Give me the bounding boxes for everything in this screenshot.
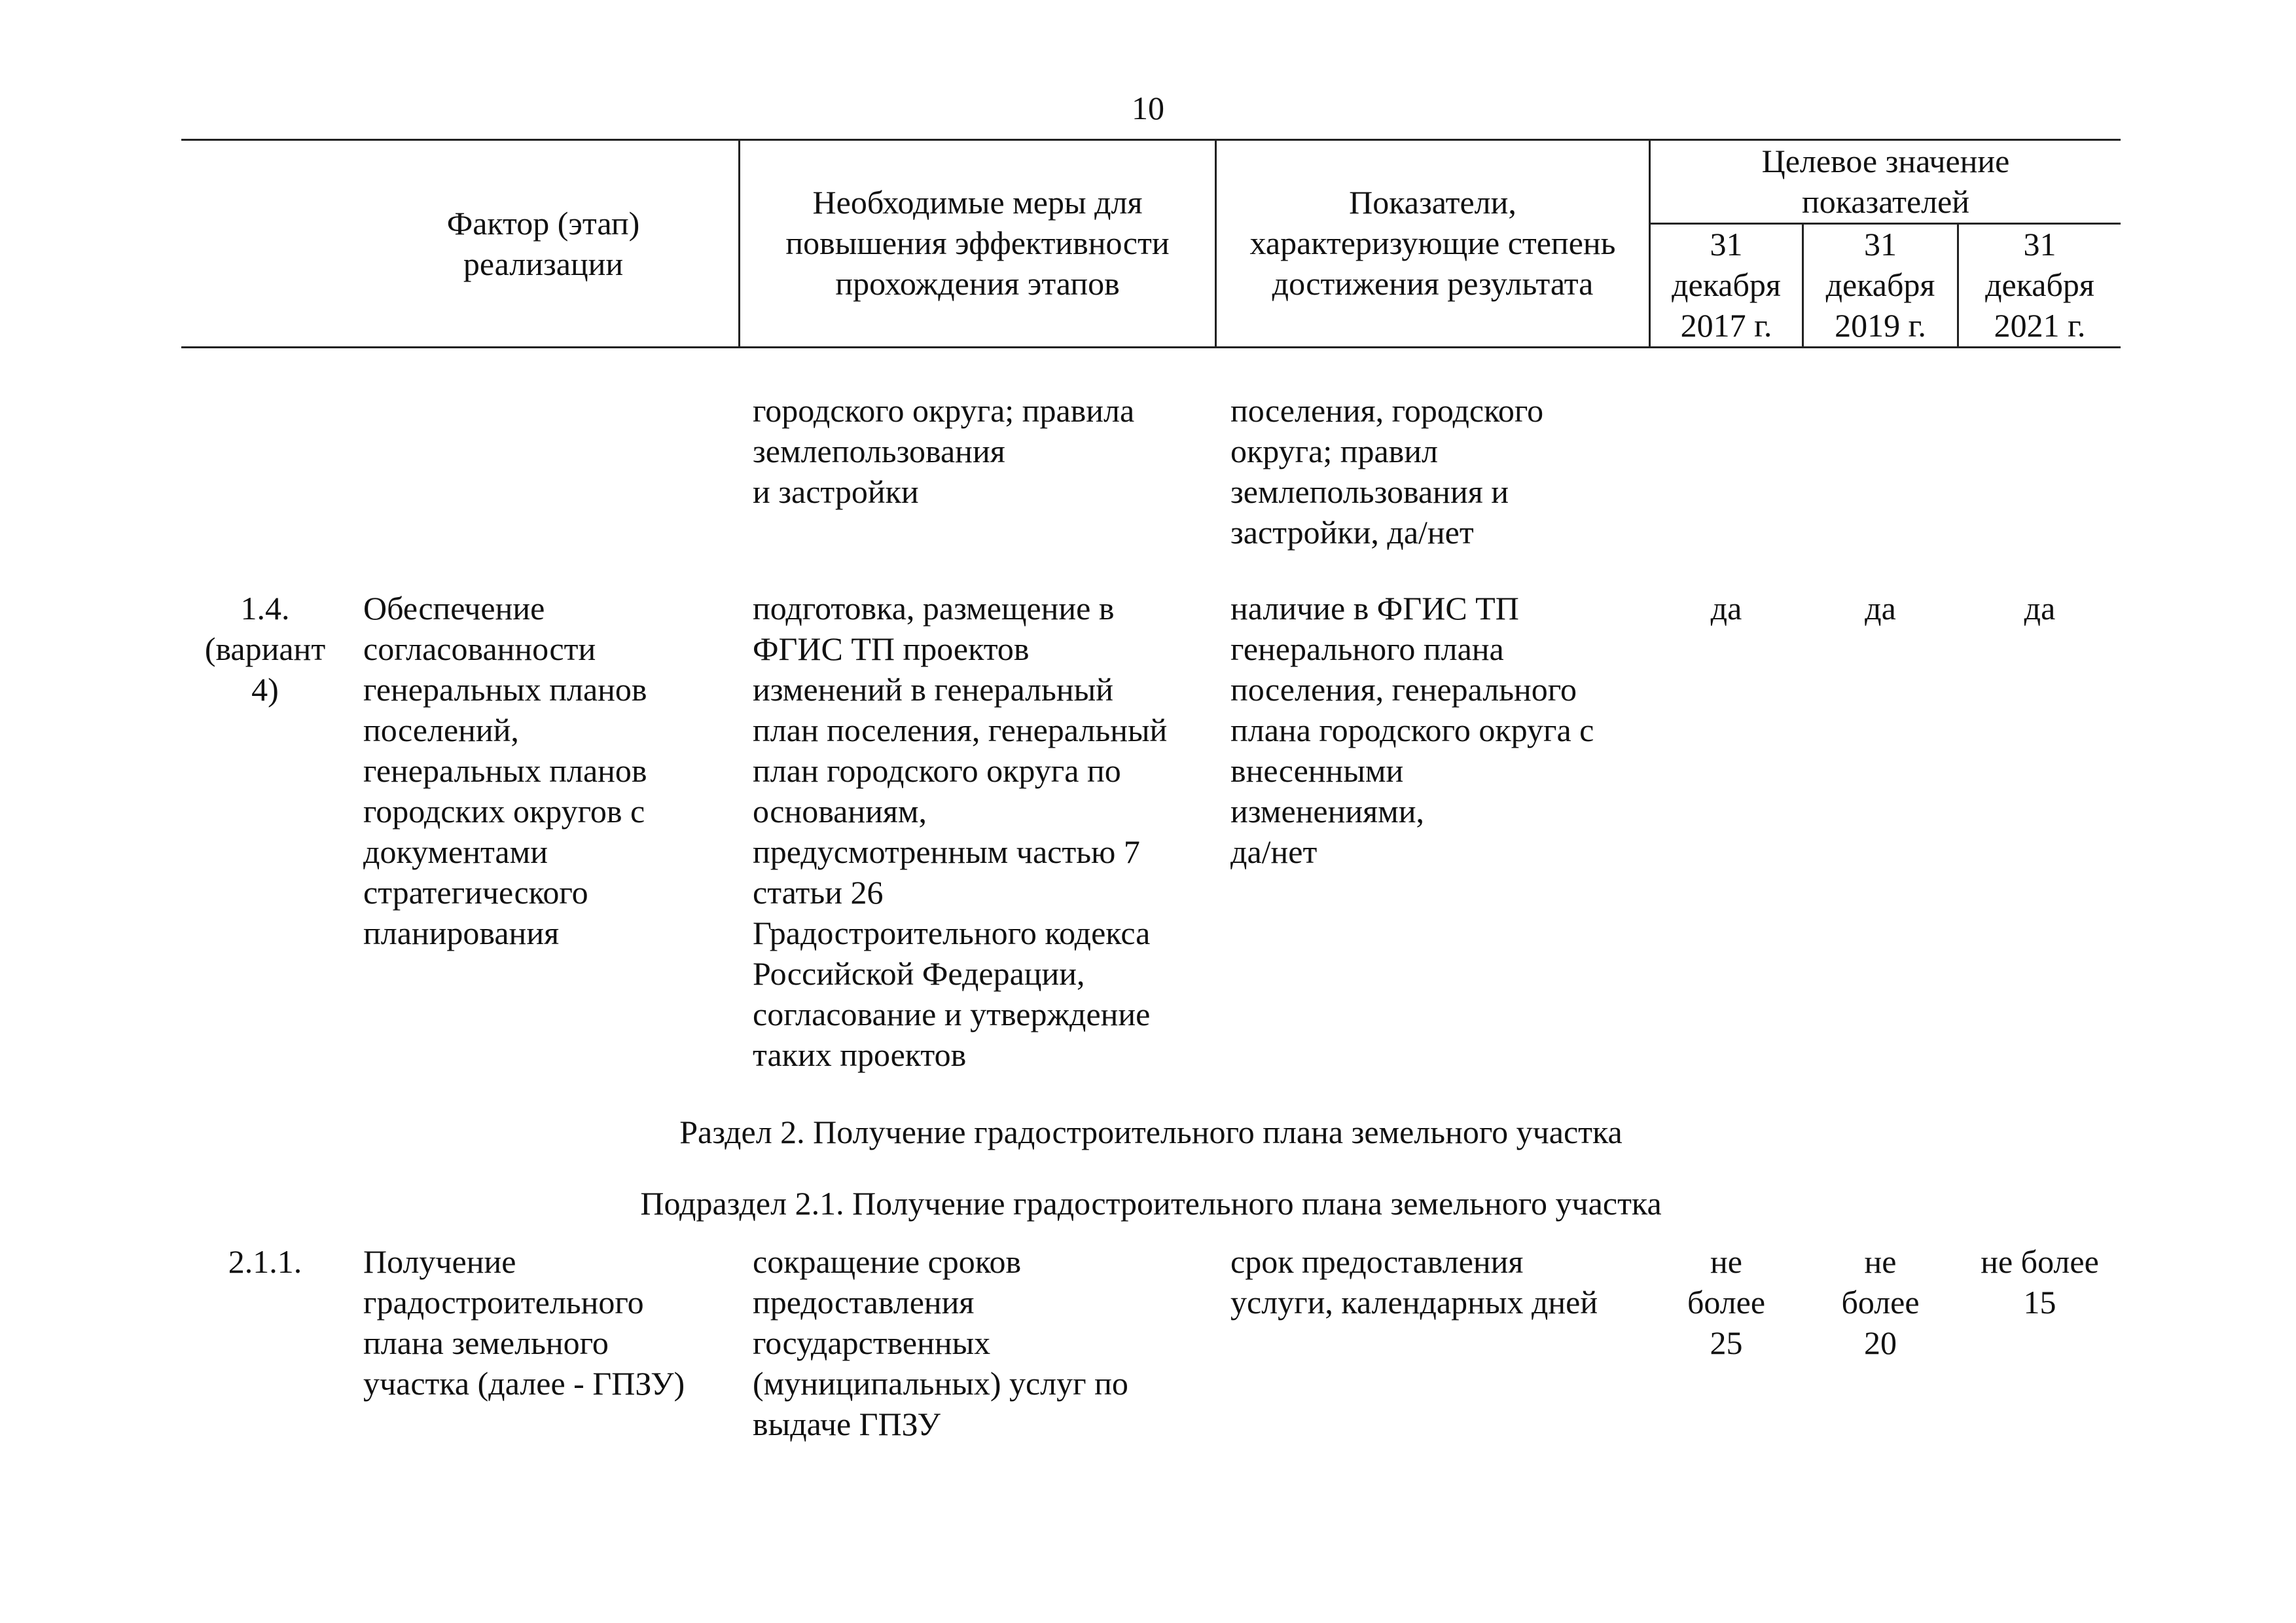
row-1-4-factor: Обеспечение согласованности генеральных планов поселений, генеральных планов городских округов с документами стратегического планирования	[363, 590, 647, 951]
section-2-heading: Раздел 2. Получение градостроительного плана земельного участка	[679, 1114, 1623, 1150]
header-date-2017: 31 декабря 2017 г.	[1672, 226, 1781, 344]
header-indicators: Показатели, характеризующие степень достижения результата	[1249, 184, 1616, 302]
row-2-1-1-value-2021: не более 15	[1981, 1243, 2099, 1321]
header-target: Целевое значение показателей	[1761, 143, 2010, 220]
header-date-2019: 31 декабря 2019 г.	[1825, 226, 1935, 344]
row-1-4-value-2021: да	[2024, 590, 2056, 627]
row-2-1-1-value-2017: не более 25	[1687, 1243, 1766, 1361]
header-date-2021: 31 декабря 2021 г.	[1985, 226, 2094, 344]
row-2-1-1-number: 2.1.1.	[228, 1243, 302, 1280]
header-measures: Необходимые меры для повышения эффективности прохождения этапов	[785, 184, 1170, 302]
continuation-measures: городского округа; правила землепользования и застройки	[753, 392, 1135, 510]
row-1-4-indicators: наличие в ФГИС ТП генерального плана поселения, генерального плана городского округа с внесенными изменениями, да/нет	[1230, 590, 1594, 870]
row-1-4-measures: подготовка, размещение в ФГИС ТП проектов изменений в генеральный план поселения, генеральный план городского округа по основаниям, предусмотренным частью 7 статьи 26 Градостроительного кодекса Российской Федерации, согласование и утверждение таких проектов	[753, 590, 1168, 1073]
header-bottom-border	[181, 346, 2121, 348]
page-number: 10	[1132, 90, 1164, 126]
row-2-1-1-factor: Получение градостроительного плана земельного участка (далее - ГПЗУ)	[363, 1243, 685, 1402]
continuation-indicators: поселения, городского округа; правил землепользования и застройки, да/нет	[1230, 392, 1544, 551]
row-2-1-1-value-2019: не более 20	[1841, 1243, 1920, 1361]
row-1-4-number: 1.4. (вариант 4)	[204, 590, 326, 708]
subsection-2-1-heading: Подраздел 2.1. Получение градостроительного плана земельного участка	[640, 1185, 1662, 1222]
row-2-1-1-measures: сокращение сроков предоставления государственных (муниципальных) услуг по выдаче ГПЗУ	[753, 1243, 1128, 1442]
row-2-1-1-indicators: срок предоставления услуги, календарных дней	[1230, 1243, 1598, 1321]
row-1-4-value-2017: да	[1710, 590, 1742, 627]
row-1-4-value-2019: да	[1865, 590, 1896, 627]
header-factor: Фактор (этап) реализации	[446, 205, 640, 282]
